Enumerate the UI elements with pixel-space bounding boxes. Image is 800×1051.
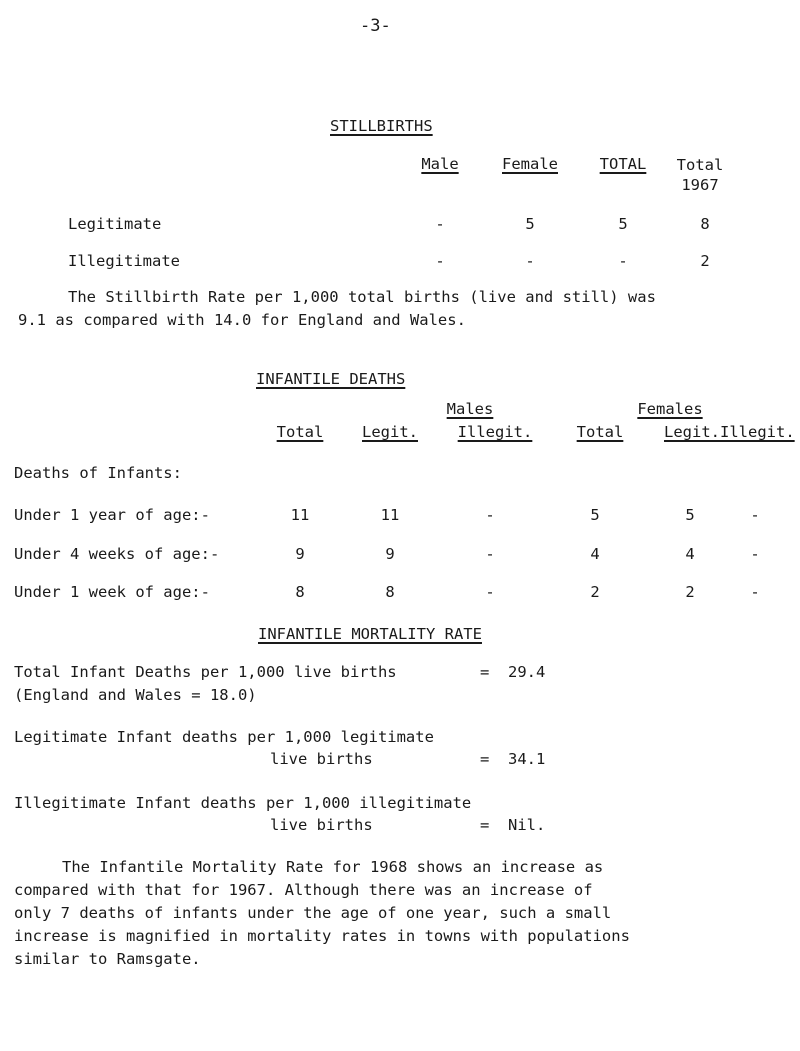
section-label: Deaths of Infants: [14, 464, 182, 482]
paragraph-line: increase is magnified in mortality rates in towns with populations [14, 927, 630, 945]
cell: - [750, 583, 760, 601]
cell: - [618, 252, 628, 270]
row-label-legitimate: Legitimate [68, 215, 162, 233]
cell: 5 [618, 215, 628, 233]
col-total: TOTAL [599, 155, 647, 173]
infantile-deaths-heading: INFANTILE DEATHS [256, 370, 406, 388]
illegit-live-births-label: live births [270, 816, 373, 834]
row-label: Under 4 weeks of age:- [14, 545, 220, 563]
cell: - [435, 215, 445, 233]
col-females-illegit: Illegit. [720, 423, 795, 441]
stillbirths-heading: STILLBIRTHS [330, 117, 433, 135]
cell: 2 [700, 252, 710, 270]
cell: 8 [295, 583, 305, 601]
cell: 11 [380, 506, 400, 524]
cell: - [525, 252, 535, 270]
equals: = [480, 663, 490, 681]
cell: 5 [590, 506, 600, 524]
cell: - [485, 506, 495, 524]
cell: - [750, 545, 760, 563]
cell: 5 [685, 506, 695, 524]
equals: = [480, 816, 490, 834]
col-males-illegit: Illegit. [457, 423, 533, 441]
equals: = [480, 750, 490, 768]
cell: 4 [685, 545, 695, 563]
row-label-illegitimate: Illegitimate [68, 252, 180, 270]
legit-infant-deaths-label: Legitimate Infant deaths per 1,000 legitimate [14, 728, 434, 746]
cell: - [485, 583, 495, 601]
col-female: Female [502, 155, 558, 173]
cell: 2 [685, 583, 695, 601]
col-males-legit: Legit. [362, 423, 418, 441]
england-wales-rate: (England and Wales = 18.0) [14, 686, 257, 704]
cell: - [485, 545, 495, 563]
illegit-infant-rate-value: Nil. [508, 816, 546, 834]
cell: - [750, 506, 760, 524]
total-infant-deaths-label: Total Infant Deaths per 1,000 live births [14, 663, 397, 681]
page-number: -3- [360, 16, 391, 36]
mortality-heading: INFANTILE MORTALITY RATE [258, 625, 482, 643]
cell: 2 [590, 583, 600, 601]
cell: 9 [295, 545, 305, 563]
legit-infant-rate-value: 34.1 [508, 750, 546, 768]
stillbirth-note-line2: 9.1 as compared with 14.0 for England and Wales. [18, 311, 466, 329]
stillbirth-note-line1: The Stillbirth Rate per 1,000 total births (live and still) was [68, 288, 656, 306]
row-label: Under 1 week of age:- [14, 583, 210, 601]
col-male: Male [421, 155, 459, 173]
legit-live-births-label: live births [270, 750, 373, 768]
col-males-total: Total [276, 423, 324, 441]
col-females-legit: Legit. [664, 423, 720, 441]
paragraph-line: compared with that for 1967. Although there was an increase of [14, 881, 593, 899]
cell: 8 [700, 215, 710, 233]
cell: 8 [385, 583, 395, 601]
paragraph-line: The Infantile Mortality Rate for 1968 shows an increase as [62, 858, 604, 876]
paragraph-line: similar to Ramsgate. [14, 950, 201, 968]
total-infant-rate-value: 29.4 [508, 663, 546, 681]
group-females: Females [637, 400, 703, 418]
cell: - [435, 252, 445, 270]
cell: 5 [525, 215, 535, 233]
group-males: Males [446, 400, 494, 418]
cell: 9 [385, 545, 395, 563]
row-label: Under 1 year of age:- [14, 506, 210, 524]
cell: 11 [290, 506, 310, 524]
col-females-total: Total [576, 423, 624, 441]
col-total-1967: Total 1967 [676, 156, 724, 194]
illegit-infant-deaths-label: Illegitimate Infant deaths per 1,000 illegitimate [14, 794, 472, 812]
paragraph-line: only 7 deaths of infants under the age of one year, such a small [14, 904, 612, 922]
cell: 4 [590, 545, 600, 563]
